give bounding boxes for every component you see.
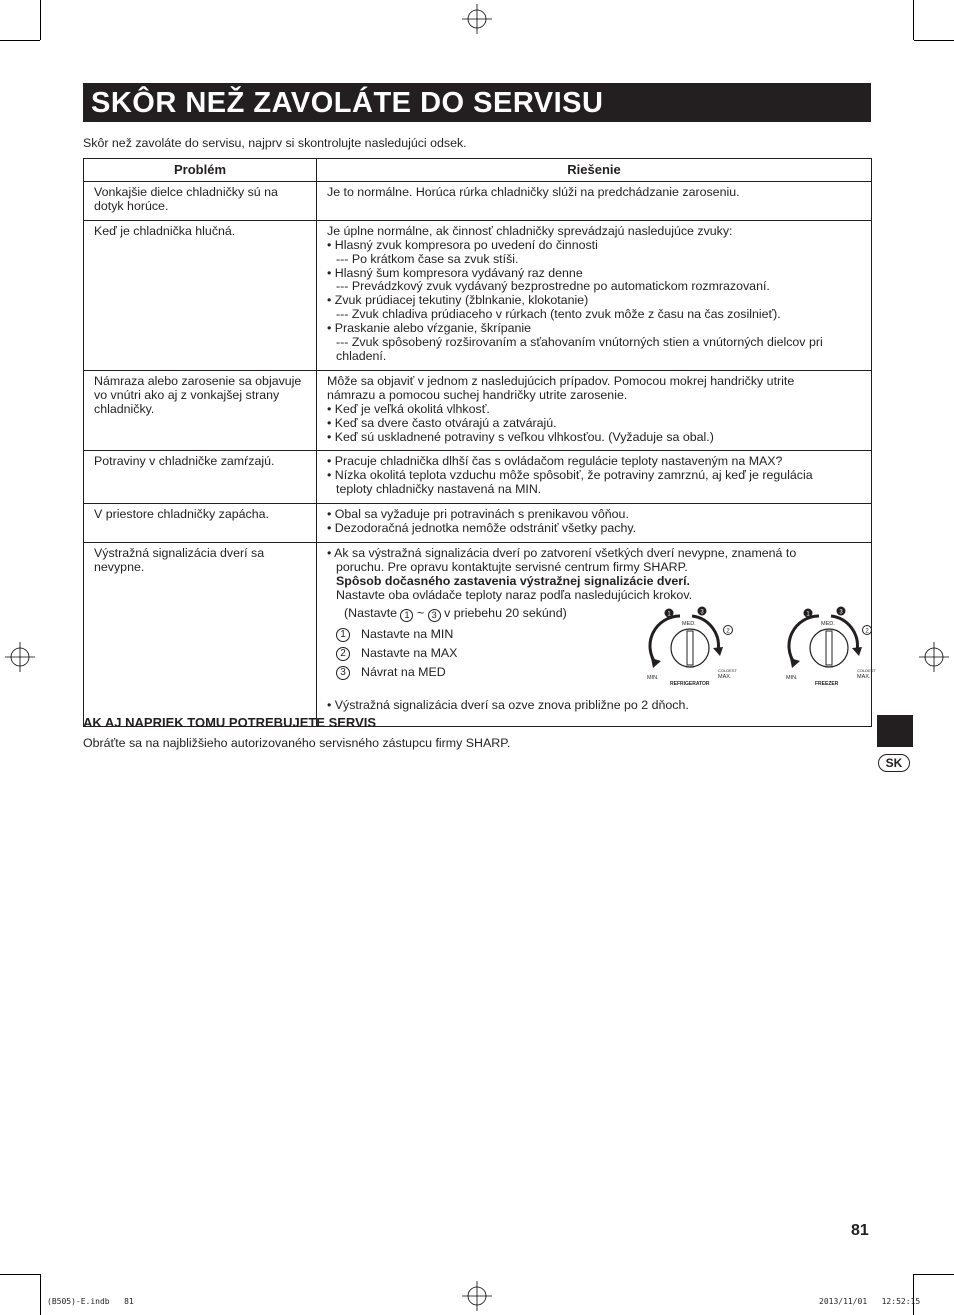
problem-text: nevypne. — [94, 559, 145, 574]
steps-list — [327, 603, 627, 683]
table-row — [84, 504, 872, 543]
bullet-subtext: --- Po krátkom čase sa zvuk stíši. — [336, 251, 519, 266]
crop-mark — [914, 1274, 954, 1275]
bullet-item: • Keď je veľká okolitá vlhkosť. — [327, 401, 490, 416]
step-number-icon: 3 — [428, 609, 441, 622]
solution-cell — [317, 504, 872, 543]
intro-text: Skôr než zavoláte do servisu, najprv si skontrolujte nasledujúci odsek. — [83, 136, 467, 150]
problem-text: Keď je chladnička hlučná. — [94, 223, 236, 238]
bullet-item: • Zvuk prúdiacej tekutiny (žblnkanie, klokotanie) — [327, 293, 589, 308]
crop-mark — [40, 1274, 41, 1315]
reset-procedure — [327, 603, 876, 703]
dial-step-mark: 1 — [806, 611, 810, 618]
bullet-item: • Obal sa vyžaduje pri potravinách s prenikavou vôňou. — [327, 507, 629, 522]
problem-text: Námraza alebo zarosenie sa objavuje — [94, 373, 302, 388]
problem-cell — [84, 370, 317, 451]
bullet-item: • Výstražná signalizácia dverí sa ozve znova približne po 2 dňoch. — [327, 697, 689, 712]
solution-intro: Môže sa objaviť v jednom z nasledujúcich prípadov. Pomocou mokrej handričky utrite — [327, 373, 795, 388]
solution-cell — [317, 220, 872, 370]
table-row — [84, 182, 872, 221]
step-number-icon: 3 — [336, 666, 350, 680]
dial-step-mark: 2 — [865, 628, 869, 635]
registration-mark-icon — [919, 642, 949, 672]
bullet-item: • Hlasný šum kompresora vydávaný raz denne — [327, 265, 583, 280]
problem-text: V priestore chladničky zapácha. — [94, 507, 269, 522]
bullet-continuation: teploty chladničky nastavená na MIN. — [336, 482, 542, 497]
crop-mark — [913, 1274, 914, 1315]
step-text: Nastavte na MAX — [361, 646, 458, 661]
dial-med-label: MED. — [821, 620, 835, 627]
bullet-subtext: --- Zvuk chladiva prúdiaceho v rúrkach (tento zvuk môže z času na čas zosilnieť). — [336, 307, 781, 322]
steps-heading: (Nastavte 1 ~ 3 v priebehu 20 sekúnd) — [344, 605, 567, 620]
problem-text: Výstražná signalizácia dverí sa — [94, 545, 265, 560]
bullet-subtext: --- Prevádzkový zvuk vydávaný bezprostredne po automatickom rozmrazovaní. — [336, 279, 770, 294]
dial-refrigerator-label: REFRIGERATOR — [670, 680, 710, 686]
step-item — [327, 626, 627, 645]
bullet-item: • Nízka okolitá teplota vzduchu môže spôsobiť, že potraviny zamrznú, aj keď je regulácia — [327, 468, 813, 483]
bullet-item: • Keď sú uskladnené potraviny s veľkou vlhkosťou. (Vyžaduje sa obal.) — [327, 429, 714, 444]
solution-cell — [317, 182, 872, 221]
solution-cell — [317, 370, 872, 451]
problem-cell — [84, 182, 317, 221]
step-text: Návrat na MED — [361, 665, 446, 680]
step-number-icon: 1 — [336, 628, 350, 642]
page-title: SKÔR NEŽ ZAVOLÁTE DO SERVISU — [83, 83, 871, 122]
dial-freezer-label: FREEZER — [815, 680, 839, 686]
service-heading: AK AJ NAPRIEK TOMU POTREBUJETE SERVIS — [83, 715, 377, 730]
crop-mark — [0, 40, 40, 41]
bullet-subtext: --- Zvuk spôsobený rozširovaním a sťahovaním vnútorných stien a vnútorných dielcov pri — [336, 335, 823, 350]
solution-cell — [317, 542, 876, 727]
dial-step-mark: 3 — [839, 609, 843, 616]
bullet-item: • Praskanie alebo vŕzganie, škrípanie — [327, 321, 532, 336]
problem-text: dotyk horúce. — [94, 198, 169, 213]
problem-text: Potraviny v chladničke zamŕzajú. — [94, 454, 275, 469]
problem-cell — [84, 542, 317, 727]
bullet-item: • Hlasný zvuk kompresora po uvedení do činnosti — [327, 237, 598, 252]
instruction-heading: Spôsob dočasného zastavenia výstražnej signalizácie dverí. — [336, 573, 690, 588]
crop-mark — [914, 40, 954, 41]
crop-mark — [913, 0, 914, 40]
service-text: Obráťte sa na najbližšieho autorizovaného servisného zástupcu firmy SHARP. — [83, 736, 511, 750]
crop-mark — [40, 0, 41, 40]
table-row — [84, 220, 872, 370]
dial-step-mark: 2 — [726, 628, 730, 635]
problem-text: Vonkajšie dielce chladničky sú na — [94, 185, 278, 199]
solution-text: Je to normálne. Horúca rúrka chladničky slúži na predchádzanie zaroseniu. — [327, 185, 740, 199]
step-number-icon: 2 — [336, 647, 350, 661]
dial-coldest-label: COLDEST — [857, 667, 876, 673]
troubleshooting-table — [83, 158, 876, 727]
step-item — [327, 645, 627, 664]
bullet-continuation: poruchu. Pre opravu kontaktujte servisné centrum firmy SHARP. — [336, 559, 688, 574]
solution-intro: námrazu a pomocou suchej handričky utrite zarosenie. — [327, 387, 628, 402]
problem-cell — [84, 451, 317, 504]
page-number: 81 — [851, 1222, 869, 1239]
dial-max-label: MAX. — [857, 673, 871, 680]
language-badge: SK — [878, 754, 910, 772]
dial-min-label: MIN. — [647, 674, 659, 681]
dial-step-mark: 3 — [700, 609, 704, 616]
footer-file-info: (B505)-E.indb 81 — [47, 1297, 134, 1306]
refrigerator-dial-icon — [640, 606, 740, 686]
bullet-item: • Pracuje chladnička dlhší čas s ovládačom regulácie teploty nastaveným na MAX? — [327, 454, 783, 469]
solution-cell — [317, 451, 872, 504]
dial-step-mark: 1 — [667, 611, 671, 618]
problem-cell — [84, 504, 317, 543]
bullet-item: • Keď sa dvere často otvárajú a zatvárajú. — [327, 415, 557, 430]
registration-mark-icon — [462, 4, 492, 34]
registration-mark-icon — [5, 642, 35, 672]
column-header-solution: Riešenie — [317, 159, 872, 182]
step-number-icon: 1 — [400, 609, 413, 622]
footer-timestamp: 2013/11/01 12:52:15 — [819, 1297, 921, 1306]
table-row — [84, 451, 872, 504]
problem-text: vo vnútri ako aj z vonkajšej strany — [94, 387, 280, 402]
table-row — [84, 370, 872, 451]
problem-cell — [84, 220, 317, 370]
step-text: Nastavte na MIN — [361, 627, 454, 642]
table-header-row — [84, 159, 872, 182]
registration-mark-icon — [462, 1281, 492, 1311]
table-row — [84, 542, 872, 727]
freezer-dial-icon — [779, 606, 879, 686]
solution-intro: Je úplne normálne, ak činnosť chladničky sprevádzajú nasledujúce zvuky: — [327, 223, 733, 238]
step-item — [327, 664, 627, 683]
crop-mark — [0, 1274, 40, 1275]
dial-min-label: MIN. — [786, 674, 798, 681]
dial-max-label: MAX. — [718, 673, 732, 680]
chapter-tab — [877, 715, 913, 747]
bullet-subtext: chladení. — [336, 348, 387, 363]
bullet-item: • Dezodoračná jednotka nemôže odstrániť všetky pachy. — [327, 521, 637, 536]
dial-coldest-label: COLDEST — [718, 667, 737, 673]
bullet-item: • Ak sa výstražná signalizácia dverí po zatvorení všetkých dverí nevypne, znamená to — [327, 545, 797, 560]
problem-text: chladničky. — [94, 401, 155, 416]
column-header-problem: Problém — [84, 159, 317, 182]
instruction-text: Nastavte oba ovládače teploty naraz podľa nasledujúcich krokov. — [336, 587, 693, 602]
dial-med-label: MED. — [682, 620, 696, 627]
